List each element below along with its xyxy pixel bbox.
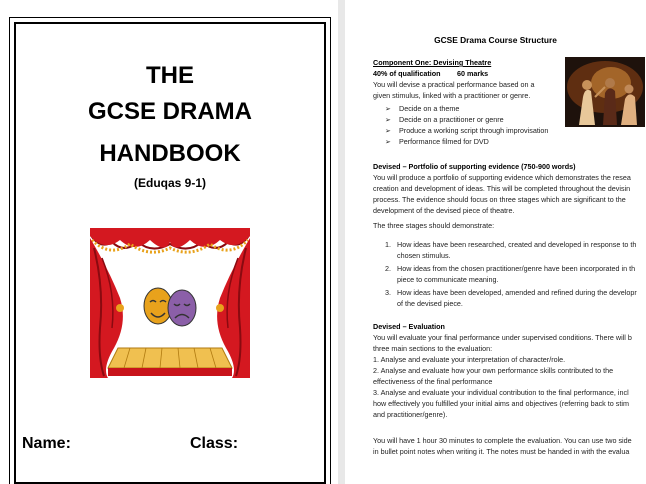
cover-title-line-1: THE [146,62,194,89]
theatre-stage-with-masks-icon [90,228,250,388]
paragraph-line: You will produce a portfolio of supporting evidence which demonstrates the resea [373,173,631,182]
arrow-bullet-icon: ➢ [385,139,391,146]
list-number: 1. [385,240,391,249]
paragraph-line: in bullet point notes when writing it. The notes must be handed in with the evalua [373,447,630,456]
arrow-bullet-icon: ➢ [385,117,391,124]
list-item [385,126,548,137]
list-item-text: Performance filmed for DVD [399,137,489,146]
paragraph-line: 3. Analyse and evaluate your individual contribution to the final performance, incl [373,388,629,397]
paragraph-line: You will evaluate your final performance under supervised conditions. There will b [373,333,632,342]
list-number: 3. [385,288,391,297]
list-item [385,137,489,148]
evaluation-heading: Devised – Evaluation [373,322,445,331]
marks-total: 60 marks [457,69,489,78]
paragraph-line: You will have 1 hour 30 minutes to complete the evaluation. You can use two side [373,436,632,445]
list-item [385,115,504,126]
paragraph-line: effectiveness of the final performance [373,377,493,386]
paragraph-line: 1. Analyse and evaluate your interpretation of character/role. [373,355,566,364]
arrow-bullet-icon: ➢ [385,106,391,113]
list-item-text: of the devised piece. [397,299,463,308]
paragraph-line: process. The evidence should focus on three stages which are significant to the [373,195,626,204]
drama-performance-photo [565,57,645,127]
list-item-text: How ideas have been researched, created and developed in response to th [397,240,637,249]
arrow-bullet-icon: ➢ [385,128,391,135]
paragraph-line: how effectively you fulfilled your initial aims and objectives (referring back to stim [373,399,629,408]
list-item-text: How ideas from the chosen practitioner/genre have been incorporated in th [397,264,636,273]
intro-line-1: You will devise a practical performance based on a [373,80,535,89]
list-item-text: Produce a working script through improvisation [399,126,549,135]
class-field-label: Class: [190,435,239,452]
cover-title-line-2: GCSE DRAMA [87,98,252,125]
list-item-text: Decide on a practitioner or genre [399,115,504,124]
list-item-text: How ideas have been developed, amended and refined during the developr [397,288,637,297]
paragraph-line: 2. Analyse and evaluate how your own performance skills contributed to the [373,366,614,375]
paragraph-line: and practitioner/genre). [373,410,448,419]
page-title: GCSE Drama Course Structure [434,35,557,45]
cover-title-line-3: HANDBOOK [99,140,241,167]
list-item-text: piece to communicate meaning. [397,275,499,284]
paragraph-line: three main sections to the evaluation: [373,344,493,353]
course-structure-page [345,0,646,484]
component-heading: Component One: Devising Theatre [373,58,492,67]
cover-subtitle: (Eduqas 9-1) [133,176,206,190]
paragraph-line: creation and development of ideas. This will be completed throughout the devisin [373,184,631,193]
list-item-text: Decide on a theme [399,104,460,113]
list-item [385,104,459,115]
portfolio-heading: Devised – Portfolio of supporting evidence (750-900 words) [373,162,576,171]
list-number: 2. [385,264,391,273]
paragraph-line: development of the devised piece of theatre. [373,206,515,215]
intro-line-2: given stimulus, linked with a practitioner or genre. [373,91,531,100]
qualification-percent: 40% of qualification [373,69,441,78]
stages-intro: The three stages should demonstrate: [373,221,495,230]
list-item-text: chosen stimulus. [397,251,451,260]
name-field-label: Name: [22,435,71,452]
